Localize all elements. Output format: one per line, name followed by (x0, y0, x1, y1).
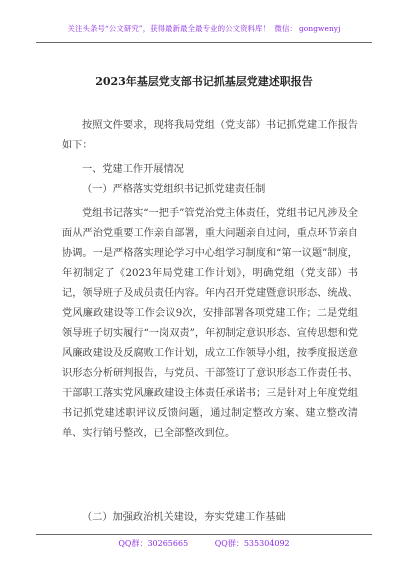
document-title: 2023年基层党支部书记抓基层党建述职报告 (95, 75, 313, 88)
subsection-1 (62, 180, 358, 200)
section-1 (62, 160, 358, 180)
subsection-1-body (62, 204, 358, 444)
header-divider (36, 42, 372, 43)
subsection-heading: （一）严格落实党组织书记抓党建责任制 (82, 184, 266, 195)
subsection-2 (62, 508, 358, 528)
body-paragraph: 党组书记落实“一把手”管党治党主体责任，党组书记凡涉及全面从严治党重要工作亲自部署，重大问题亲自过问，重点环节亲自协调。一是严格落实理论学习中心组学习制度和“第一议题”制度，年初制定了《2023年局党建工作计划》，明确党组（党支部）书记，领导班子及成员责任内容。年内召开党建暨意识形态、统战、党风廉政建设等工作会议9次，安排部署各项党建工作；二是党组领导班子切实履行“一岗双责”，年初制定意识形态、宣传思想和党风廉政建设及反腐败工作计划，成立工作领导小组，按季度报送意识形态分析研判报告，与党员、干部签订了意识形态工作责任书、干部职工落实党风廉政建设主体责任承诺书；三是针对上年度党组书记抓党建述职评议反馈问题，通过制定整改方案、建立整改清单、实行销号整改，已全部整改到位。 (62, 208, 358, 439)
header-wechat-label: 微信： (274, 24, 297, 33)
footer (0, 538, 408, 549)
subsection-heading: （二）加强政治机关建设，夯实党建工作基础 (82, 512, 286, 523)
header-banner (0, 23, 408, 34)
footer-qq-group-2: QQ群：535304092 (214, 539, 290, 548)
intro-paragraph: 按照文件要求，现将我局党组（党支部）书记抓党建工作报告如下： (62, 120, 358, 151)
section-heading: 一、党建工作开展情况 (82, 164, 184, 175)
header-promo-text: 关注头条号“公文研究”，获得最新最全最专业的公文资料库！ (67, 24, 271, 33)
footer-qq-group-1: QQ群：30265665 (118, 539, 189, 548)
document-body (62, 116, 358, 156)
footer-divider (36, 534, 372, 535)
header-wechat-id: gongwenyj (298, 24, 341, 33)
